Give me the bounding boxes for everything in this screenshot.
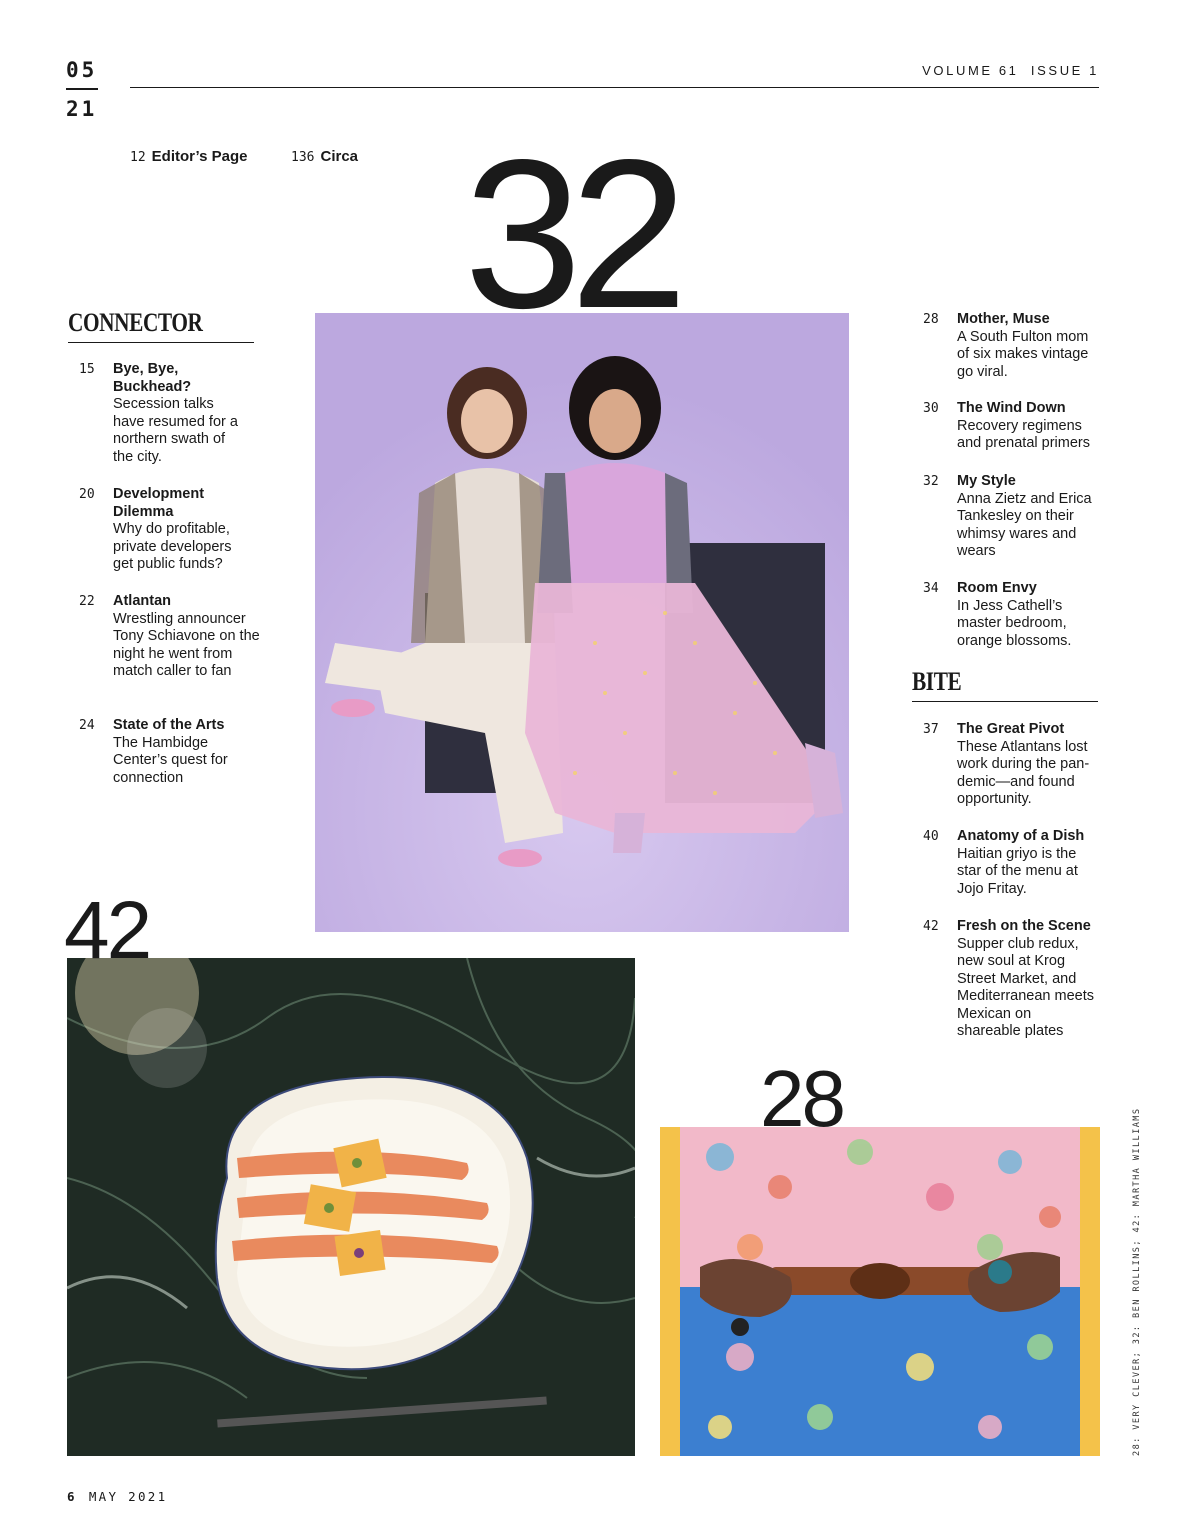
entry-description: The Hambidge Center’s quest for connection [113,734,228,786]
entry-title: Room Envy [957,580,1037,596]
entry-description: Haitian griyo is the star of the menu at Jojo Fritay. [957,845,1078,897]
section-rule [68,342,254,343]
entry-description: In Jess Cathell’s master bedroom, orange blossoms. [957,597,1072,649]
toc-entry[interactable] [79,361,263,466]
entry-description: Wrestling announcer Tony Schiavone on the night he went from match caller to fan [113,610,260,679]
entry-page: 37 [923,722,939,737]
entry-page: 30 [923,401,939,416]
entry-page: 32 [923,474,939,489]
entry-title: Bye, Bye, Buckhead? [113,361,192,395]
top-link-page: 136 [291,150,315,165]
entry-description: A South Fulton mom of six makes vintage go viral. [957,328,1089,380]
toc-entry[interactable] [923,828,1102,898]
top-link-page: 12 [130,150,146,165]
toc-entry[interactable] [923,400,1102,453]
entry-description: Recovery regimens and prenatal primers [957,417,1090,451]
entry-description: These Atlantans lost work during the pan-demic—and found opportunity. [957,738,1090,807]
entry-description: Secession talks have resumed for a northern swath of the city. [113,396,238,465]
entry-title: State of the Arts [113,717,225,733]
mother-muse-photo[interactable] [660,1127,1100,1456]
toc-entry[interactable] [79,717,263,787]
entry-title: Mother, Muse [957,311,1050,327]
feature-number-28: 28 [760,1054,843,1143]
date-divider [66,88,98,90]
top-link-title: Circa [320,148,359,165]
entry-page: 20 [79,487,95,502]
top-link-circa[interactable] [291,148,358,165]
shrimp-plate-illustration [67,958,635,1456]
entry-title: The Great Pivot [957,721,1065,737]
entry-page: 34 [923,581,939,596]
entry-description: Supper club redux, new soul at Krog Street Market, and Mediterranean meets Mexican on shareable plates [957,935,1095,1039]
top-link-title: Editor’s Page [151,148,248,165]
floral-outfit-illustration [660,1127,1100,1456]
photo-credits: 28: VERY CLEVER; 32: BEN ROLLINS; 42: MARTHA WILLIAMS [1132,1107,1142,1456]
toc-entry[interactable] [923,918,1102,1041]
entry-title: Atlantan [113,593,171,609]
entry-title: The Wind Down [957,400,1066,416]
section-heading-connector: CONNECTOR [68,308,203,337]
toc-entry[interactable] [923,311,1102,381]
entry-page: 40 [923,829,939,844]
entry-page: 28 [923,312,939,327]
top-link-editors-page[interactable] [130,148,248,165]
toc-entry[interactable] [923,473,1102,561]
entry-description: Anna Zietz and Erica Tankesley on their whimsy wares and wears [957,490,1092,559]
issue-year: 21 [66,97,98,121]
toc-entry[interactable] [79,486,263,574]
page-number: 6 [67,1489,77,1504]
toc-entry[interactable] [79,593,263,681]
section-rule [912,701,1098,702]
issue-month: 05 [66,58,98,82]
entry-page: 15 [79,362,95,377]
entry-title: My Style [957,473,1016,489]
feature-number-42: 42 [64,885,150,976]
my-style-photo[interactable] [315,313,849,932]
section-heading-bite: BITE [912,667,962,696]
entry-title: Fresh on the Scene [957,918,1091,934]
toc-entry[interactable] [923,721,1102,809]
entry-title: Development Dilemma [113,486,205,520]
entry-page: 22 [79,594,95,609]
two-women-seated-illustration [315,313,849,932]
volume-issue: VOLUME 61 ISSUE 1 [922,63,1099,78]
toc-entry[interactable] [923,580,1102,650]
entry-page: 24 [79,718,95,733]
feature-number-32: 32 [464,115,676,352]
page-footer [67,1489,167,1504]
header-rule [130,87,1099,88]
footer-date: MAY 2021 [88,1489,168,1504]
shrimp-dish-photo[interactable] [67,958,635,1456]
entry-title: Anatomy of a Dish [957,828,1085,844]
entry-description: Why do profitable, private developers get public funds? [113,521,232,572]
entry-page: 42 [923,919,939,934]
